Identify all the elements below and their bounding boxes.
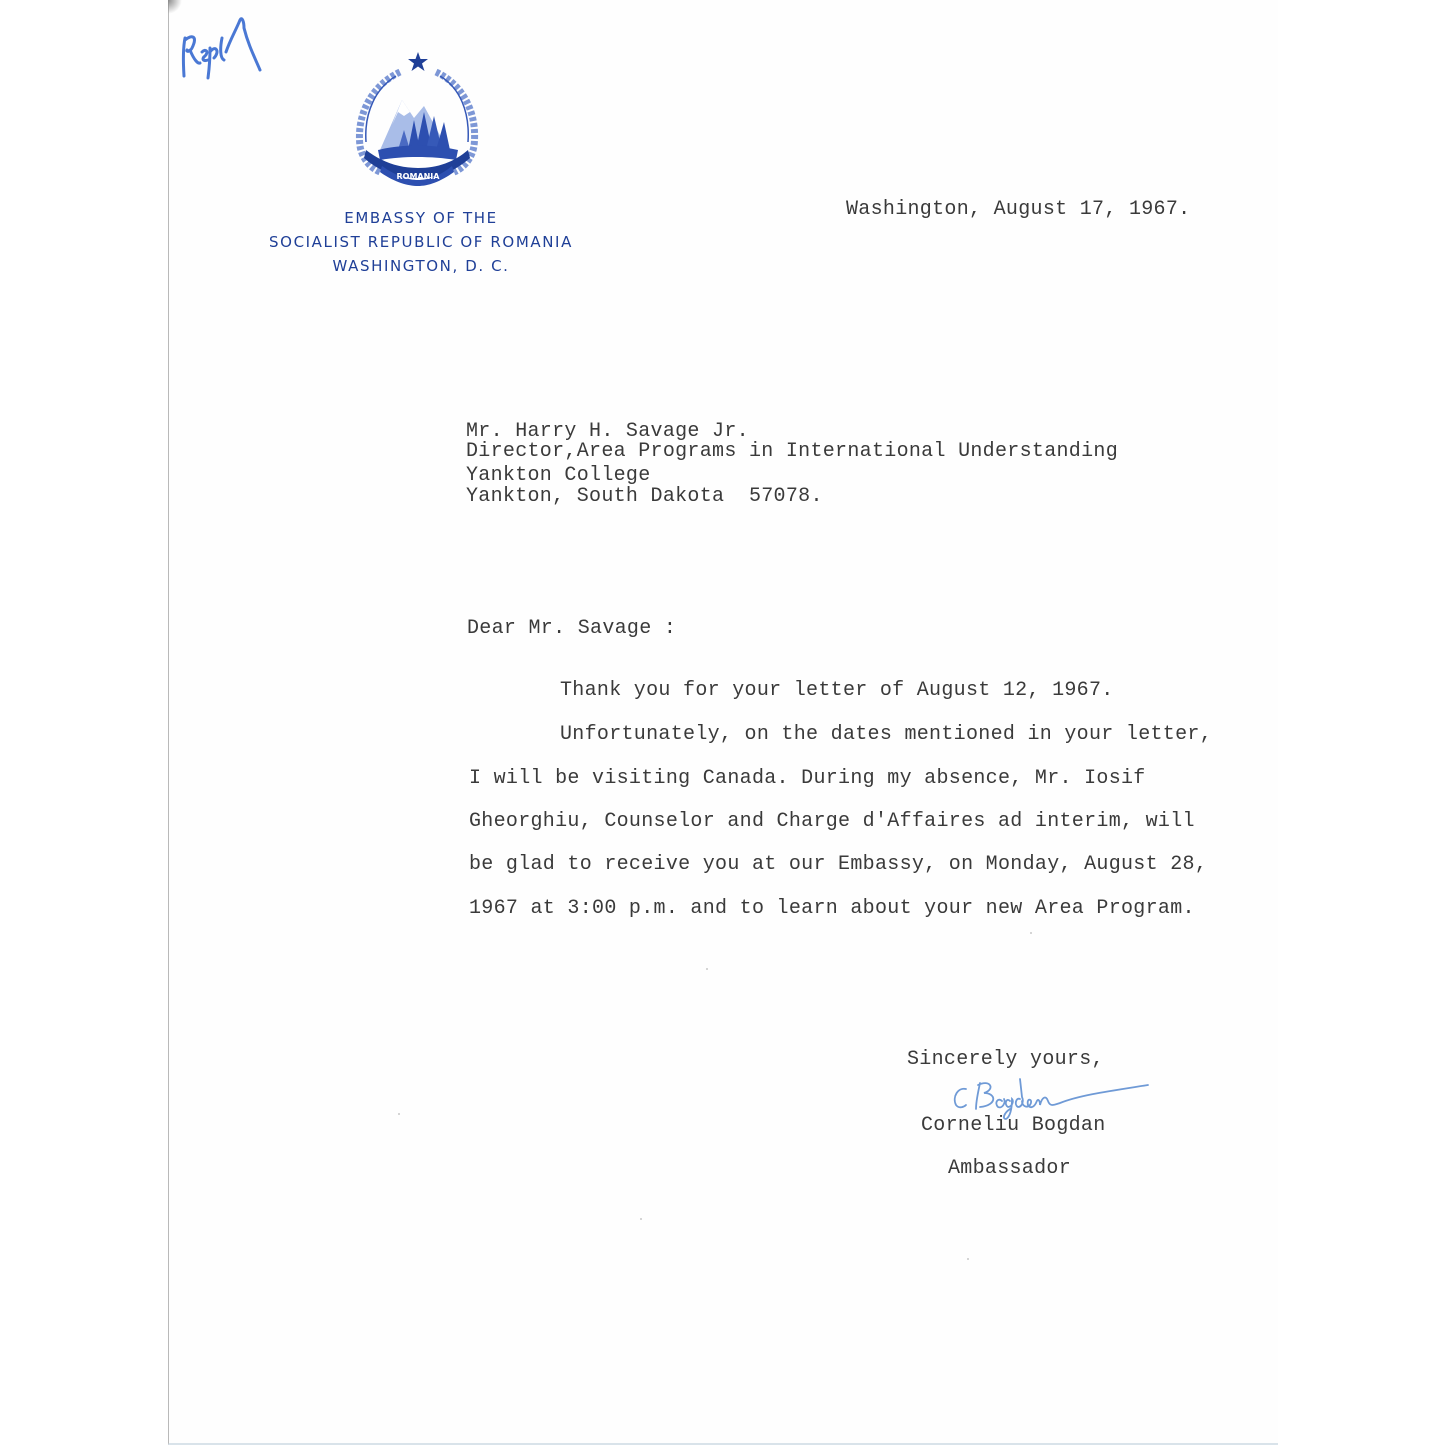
body-line-1: Thank you for your letter of August 12, 1967.	[560, 679, 1114, 702]
closing: Sincerely yours,	[907, 1048, 1104, 1071]
romania-coat-of-arms-icon	[352, 50, 482, 190]
letterhead	[226, 206, 616, 278]
recipient-name: Mr. Harry H. Savage Jr.	[466, 420, 749, 443]
signer-title: Ambassador	[948, 1157, 1072, 1180]
body-line-6: 1967 at 3:00 p.m. and to learn about your new Area Program.	[469, 897, 1195, 920]
body-line-2: Unfortunately, on the dates mentioned in your letter,	[560, 723, 1213, 746]
scan-speck	[706, 968, 708, 970]
letterhead-line-1: EMBASSY OF THE	[344, 209, 498, 227]
recipient-institution: Yankton College	[466, 464, 651, 487]
signer-name: Corneliu Bogdan	[921, 1114, 1106, 1137]
svg-text:ROMANIA: ROMANIA	[396, 172, 440, 181]
body-line-4: Gheorghiu, Counselor and Charge d'Affaires ad interim, will	[469, 810, 1195, 833]
recipient-title: Director,Area Programs in International Understanding	[466, 440, 1119, 463]
letterhead-line-2: SOCIALIST REPUBLIC OF ROMANIA	[269, 233, 573, 251]
body-line-3: I will be visiting Canada. During my absence, Mr. Iosif	[469, 767, 1146, 790]
scan-speck	[1030, 932, 1032, 934]
body-line-5: be glad to receive you at our Embassy, on Monday, August 28,	[469, 853, 1208, 876]
salutation: Dear Mr. Savage :	[467, 617, 677, 640]
scan-speck	[640, 1218, 642, 1220]
date-line: Washington, August 17, 1967.	[846, 198, 1191, 221]
handwritten-reply-note	[178, 8, 268, 83]
scan-speck	[967, 1258, 969, 1260]
recipient-city: Yankton, South Dakota 57078.	[466, 485, 823, 508]
scan-speck	[398, 1113, 400, 1115]
letterhead-line-3: WASHINGTON, D. C.	[332, 257, 510, 275]
